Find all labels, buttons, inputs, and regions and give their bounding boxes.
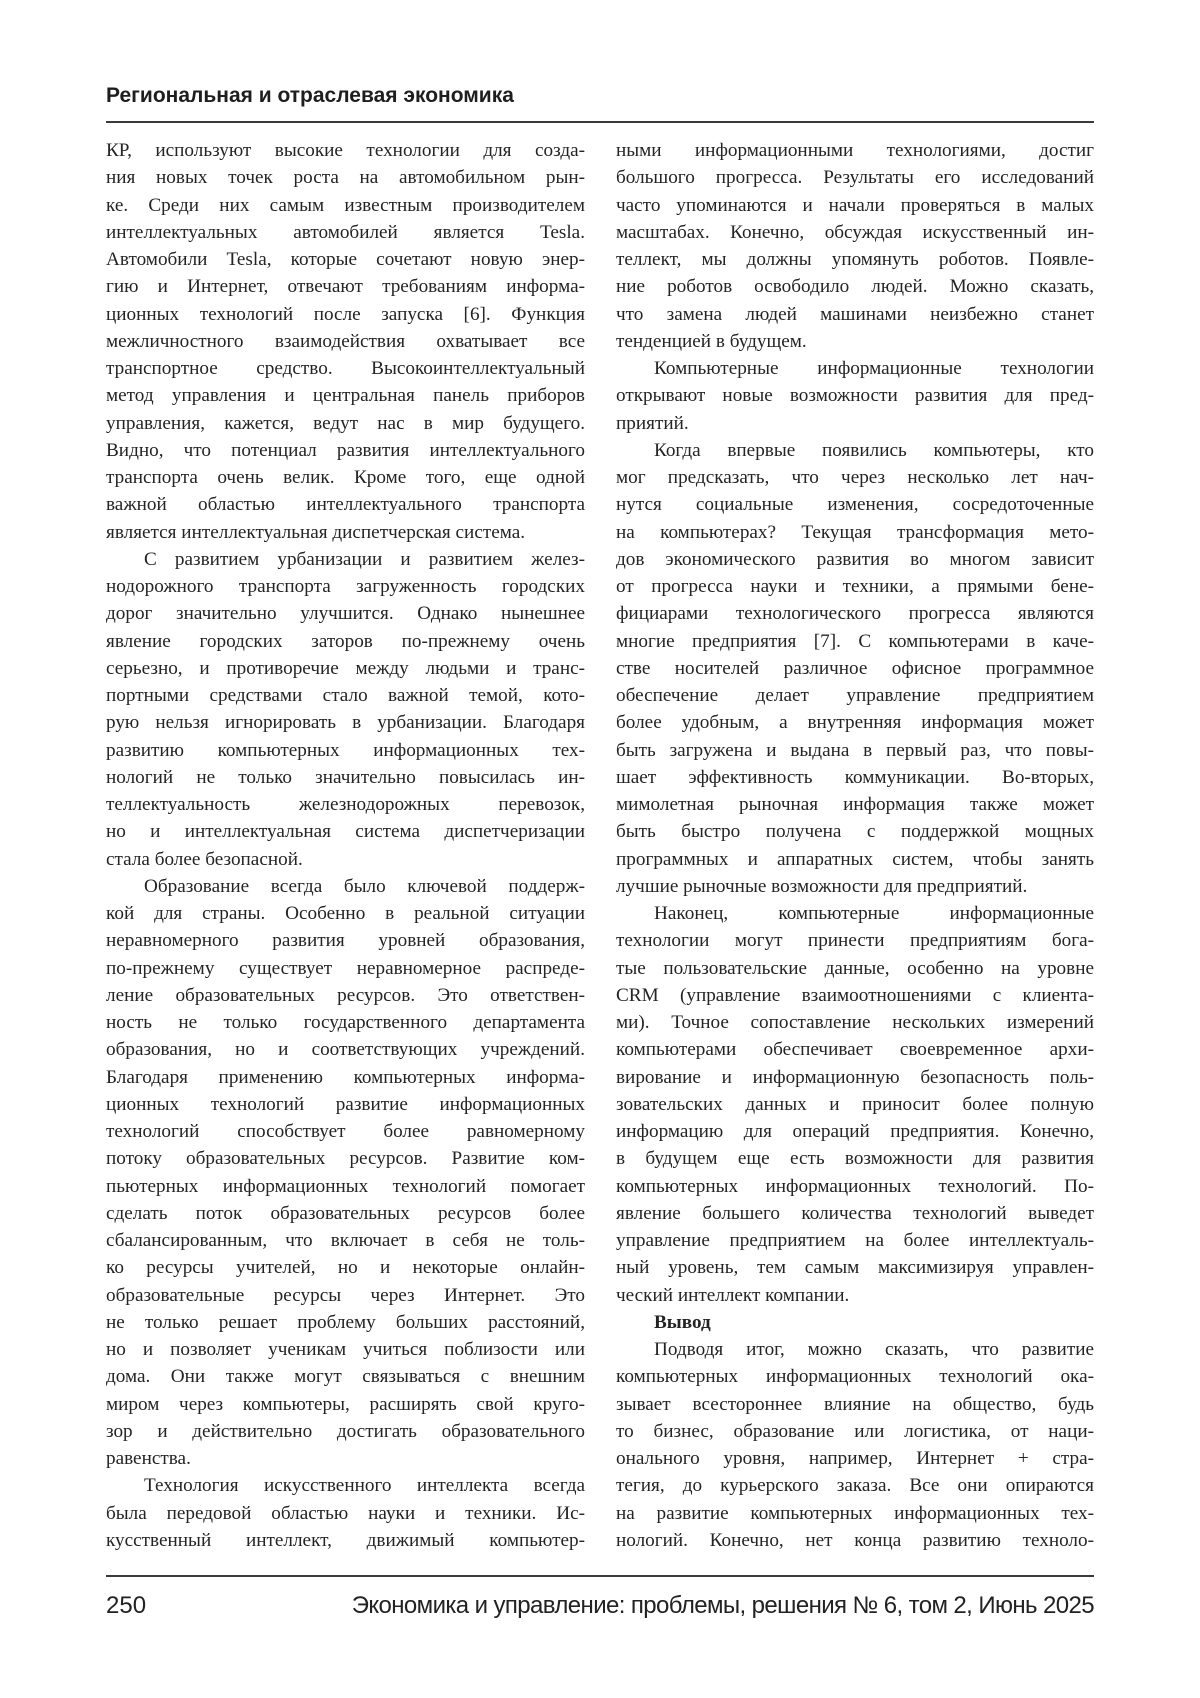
text-line: ние роботов освободило людей. Можно сказать, [616,273,1094,300]
text-line: сделать поток образовательных ресурсов более [106,1200,585,1227]
section-heading: Вывод [616,1309,1094,1336]
text-line: нодорожного транспорта загруженность городских [106,573,585,600]
text-line: теллектуальность железнодорожных перевозок, [106,791,585,818]
text-line: компьютерами обеспечивает своевременное архи- [616,1036,1094,1063]
text-line: зовательских данных и приносит более полную [616,1091,1094,1118]
text-line: более удобным, а внутренняя информация может [616,709,1094,736]
text-line: но и позволяет ученикам учиться поблизости или [106,1336,585,1363]
header-rule [106,121,1094,123]
text-line: технологии могут принести предприятиям бога- [616,927,1094,954]
text-line: сбалансированным, что включает в себя не толь- [106,1227,585,1254]
text-line: нутся социальные изменения, сосредоточенные [616,491,1094,518]
text-line: по-прежнему существует неравномерное распреде- [106,955,585,982]
text-line: серьезно, и противоречие между людьми и транс- [106,655,585,682]
text-line: тенденцией в будущем. [616,328,1094,355]
text-line: лучшие рыночные возможности для предприятий. [616,873,1094,900]
text-line: потоку образовательных ресурсов. Развитие ком- [106,1145,585,1172]
text-line: метод управления и центральная панель приборов [106,382,585,409]
text-line: ческий интеллект компании. [616,1282,1094,1309]
text-line: многие предприятия [7]. С компьютерами в каче- [616,628,1094,655]
text-line: на компьютерах? Текущая трансформация мето- [616,519,1094,546]
text-line: быть загружена и выдана в первый раз, что повы- [616,737,1094,764]
text-line: равенства. [106,1445,585,1472]
text-line: ко ресурсы учителей, но и некоторые онлайн- [106,1254,585,1281]
text-line: образования, но и соответствующих учреждений. [106,1036,585,1063]
text-line: компьютерных информационных технологий ока- [616,1363,1094,1390]
text-line: образовательные ресурсы через Интернет. Это [106,1282,585,1309]
text-line: является интеллектуальная диспетчерская система. [106,519,585,546]
text-line: Благодаря применению компьютерных информа- [106,1064,585,1091]
footer-rule [106,1575,1094,1577]
text-line: большого прогресса. Результаты его исследований [616,164,1094,191]
text-line: информацию для операций предприятия. Конечно, [616,1118,1094,1145]
text-line: но и интеллектуальная система диспетчеризации [106,818,585,845]
text-line: явление большего количества технологий выведет [616,1200,1094,1227]
text-line: межличностного взаимодействия охватывает все [106,328,585,355]
text-line: рую нельзя игнорировать в урбанизации. Благодаря [106,709,585,736]
text-line: технологий способствует более равномерному [106,1118,585,1145]
text-line: Образование всегда было ключевой поддерж- [106,873,585,900]
text-line: ния новых точек роста на автомобильном рын- [106,164,585,191]
text-line: миром через компьютеры, расширять свой круго- [106,1391,585,1418]
text-line: быть быстро получена с поддержкой мощных [616,818,1094,845]
text-line: нологий. Конечно, нет конца развитию техноло- [616,1527,1094,1554]
text-line: гию и Интернет, отвечают требованиям информа- [106,273,585,300]
text-line: от прогресса науки и техники, а прямыми бене- [616,573,1094,600]
text-line: пьютерных информационных технологий помогает [106,1173,585,1200]
text-line: интеллектуальных автомобилей является Tesla. [106,219,585,246]
text-line: С развитием урбанизации и развитием желез- [106,546,585,573]
text-line: онального уровня, например, Интернет + стра- [616,1445,1094,1472]
text-line: CRM (управление взаимоотношениями с клиента- [616,982,1094,1009]
text-column-right [616,137,1094,1554]
text-line: была передовой областью науки и техники. Ис- [106,1500,585,1527]
text-line: Видно, что потенциал развития интеллектуального [106,437,585,464]
text-line: компьютерных информационных технологий. По- [616,1173,1094,1200]
text-line: теллект, мы должны упомянуть роботов. Появле- [616,246,1094,273]
text-line: транспорта очень велик. Кроме того, еще одной [106,464,585,491]
text-line: часто упоминаются и начали проверяться в малых [616,192,1094,219]
text-line: не только решает проблему больших расстояний, [106,1309,585,1336]
text-line: ный уровень, тем самым максимизируя управлен- [616,1254,1094,1281]
text-line: стала более безопасной. [106,846,585,873]
text-line: Автомобили Tesla, которые сочетают новую энер- [106,246,585,273]
text-line: вирование и информационную безопасность поль- [616,1064,1094,1091]
running-head-section-title: Региональная и отраслевая экономика [106,84,514,108]
text-line: Технология искусственного интеллекта всегда [106,1472,585,1499]
text-line: мог предсказать, что через несколько лет нач- [616,464,1094,491]
text-line: ными информационными технологиями, достиг [616,137,1094,164]
text-line: транспортное средство. Высокоинтеллектуальный [106,355,585,382]
text-line: зывает всестороннее влияние на общество, будь [616,1391,1094,1418]
text-line: Компьютерные информационные технологии [616,355,1094,382]
text-line: открывают новые возможности развития для пред- [616,382,1094,409]
text-line: портными средствами стало важной темой, кото- [106,682,585,709]
text-line: зор и действительно достигать образовательного [106,1418,585,1445]
text-line: масштабах. Конечно, обсуждая искусственный ин- [616,219,1094,246]
text-line: шает эффективность коммуникации. Во-вторых, [616,764,1094,791]
text-line: тегия, до курьерского заказа. Все они опираются [616,1472,1094,1499]
text-line: ционных технологий после запуска [6]. Функция [106,301,585,328]
text-line: стве носителей различное офисное программное [616,655,1094,682]
text-line: нологий не только значительно повысилась ин- [106,764,585,791]
text-line: кусственный интеллект, движимый компьютер- [106,1527,585,1554]
text-line: дома. Они также могут связываться с внешним [106,1363,585,1390]
text-line: важной областью интеллектуального транспорта [106,491,585,518]
page-number: 250 [106,1592,146,1620]
text-column-left [106,137,585,1554]
text-line: дов экономического развития во многом зависит [616,546,1094,573]
text-line: тые пользовательские данные, особенно на уровне [616,955,1094,982]
text-line: мимолетная рыночная информация также может [616,791,1094,818]
text-line: приятий. [616,410,1094,437]
text-line: управление предприятием на более интеллектуаль- [616,1227,1094,1254]
text-line: фициарами технологического прогресса являются [616,600,1094,627]
text-line: неравномерного развития уровней образования, [106,927,585,954]
text-line: что замена людей машинами неизбежно станет [616,301,1094,328]
text-line: ционных технологий развитие информационных [106,1091,585,1118]
text-line: то бизнес, образование или логистика, от наци- [616,1418,1094,1445]
text-line: ми). Точное сопоставление нескольких измерений [616,1009,1094,1036]
text-line: на развитие компьютерных информационных тех- [616,1500,1094,1527]
text-line: развитию компьютерных информационных тех- [106,737,585,764]
text-line: в будущем еще есть возможности для развития [616,1145,1094,1172]
text-line: ке. Среди них самым известным производителем [106,192,585,219]
text-line: программных и аппаратных систем, чтобы занять [616,846,1094,873]
text-line: ность не только государственного департамента [106,1009,585,1036]
text-line: дорог значительно улучшится. Однако нынешнее [106,600,585,627]
text-line: кой для страны. Особенно в реальной ситуации [106,900,585,927]
text-line: Наконец, компьютерные информационные [616,900,1094,927]
text-line: ление образовательных ресурсов. Это ответствен- [106,982,585,1009]
text-line: КР, используют высокие технологии для созда- [106,137,585,164]
text-line: Подводя итог, можно сказать, что развитие [616,1336,1094,1363]
text-line: явление городских заторов по-прежнему очень [106,628,585,655]
journal-citation: Экономика и управление: проблемы, решения № 6, том 2, Июнь 2025 [352,1592,1094,1620]
text-line: обеспечение делает управление предприятием [616,682,1094,709]
text-line: управления, кажется, ведут нас в мир будущего. [106,410,585,437]
text-line: Когда впервые появились компьютеры, кто [616,437,1094,464]
